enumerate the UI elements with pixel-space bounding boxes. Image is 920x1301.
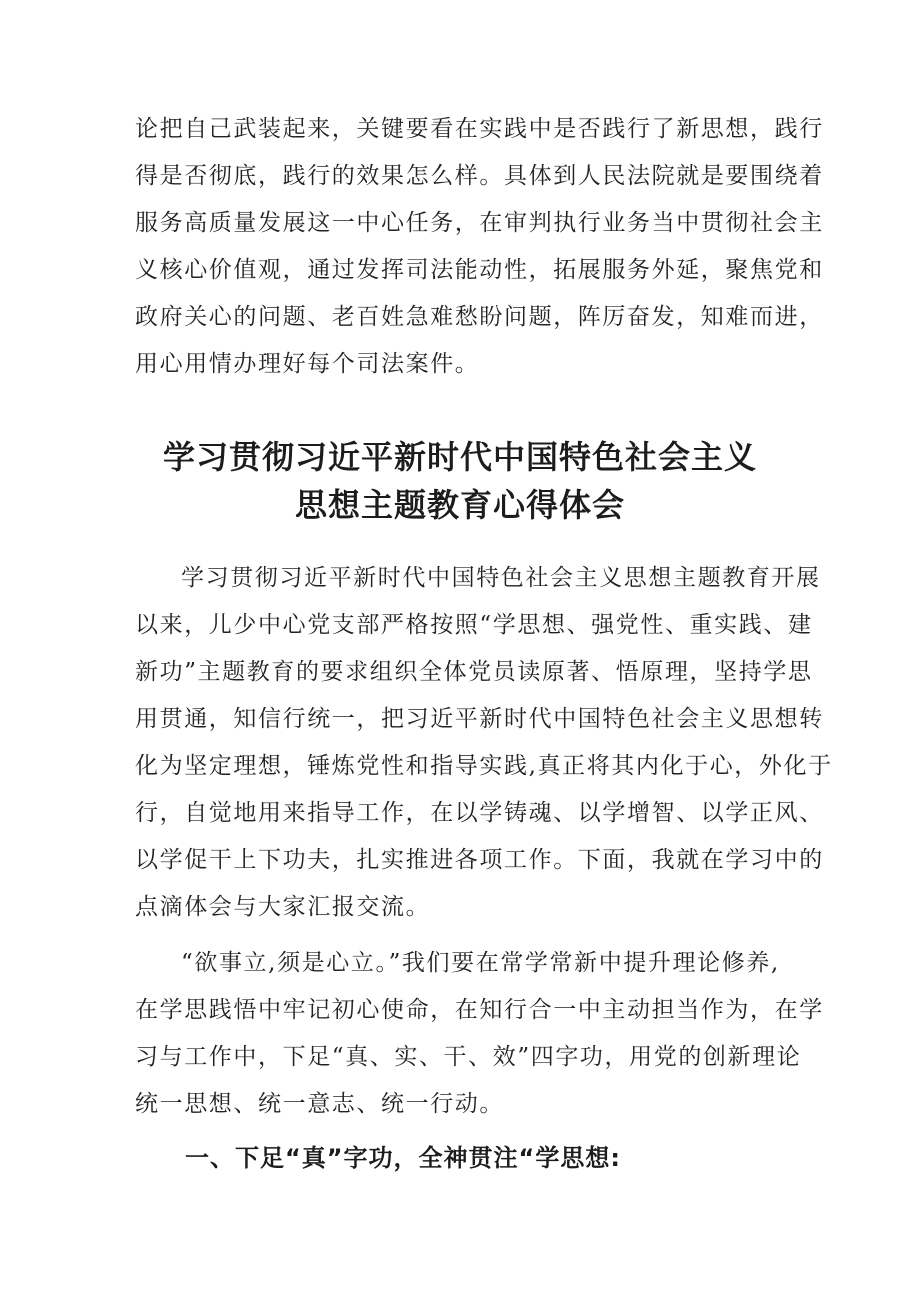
paragraph-line: “欲事立,须是心立。”我们要在常学常新中提升理论修养, (181, 950, 780, 976)
paragraph-line: 用贯通，知信行统一，把习近平新时代中国特色社会主义思想转 (135, 706, 824, 732)
paragraph-line: 学习贯彻习近平新时代中国特色社会主义思想主题教育开展 (181, 565, 821, 591)
paragraph-line: 以学促干上下功夫，扎实推进各项工作。下面，我就在学习中的 (135, 847, 824, 873)
intro-paragraph (135, 555, 833, 931)
paragraph-line: 以来，儿少中心党支部严格按照“学思想、强党性、重实践、建 (135, 612, 813, 638)
section-heading: 一、下足“真”字功，全神贯注“学思想: (185, 1144, 621, 1172)
paragraph-line: 在学思践悟中牢记初心使命，在知行合一中主动担当作为，在学 (135, 997, 824, 1023)
paragraph-line: 用心用情办理好每个司法案件。 (135, 351, 480, 377)
paragraph-line: 化为坚定理想，锤炼党性和指导实践,真正将其内化于心，外化于 (135, 753, 833, 779)
document-title-line-2: 思想主题教育心得体会 (294, 486, 625, 524)
paragraph-line: 新功”主题教育的要求组织全体党员读原著、悟原理，坚持学思 (135, 659, 813, 685)
paragraph-line: 论把自己武装起来，关键要看在实践中是否践行了新思想，践行 (135, 116, 824, 142)
paragraph-line: 统一思想、统一意志、统一行动。 (135, 1091, 504, 1117)
quote-paragraph (135, 940, 824, 1128)
document-title-line-1: 学习贯彻习近平新时代中国特色社会主义 (162, 438, 757, 476)
continuation-paragraph (135, 106, 824, 388)
paragraph-line: 义核心价值观，通过发挥司法能动性，拓展服务外延，聚焦党和 (135, 257, 824, 283)
paragraph-line: 习与工作中，下足“真、实、干、效”四字功，用党的创新理论 (135, 1044, 802, 1070)
paragraph-line: 政府关心的问题、老百姓急难愁盼问题，阵厉奋发，知难而进， (135, 304, 824, 330)
paragraph-line: 服务高质量发展这一中心任务，在审判执行业务当中贯彻社会主 (135, 210, 824, 236)
paragraph-line: 点滴体会与大家汇报交流。 (135, 894, 431, 920)
paragraph-line: 行，自觉地用来指导工作，在以学铸魂、以学增智、以学正风、 (135, 800, 824, 826)
paragraph-line: 得是否彻底，践行的效果怎么样。具体到人民法院就是要围绕着 (135, 163, 824, 189)
